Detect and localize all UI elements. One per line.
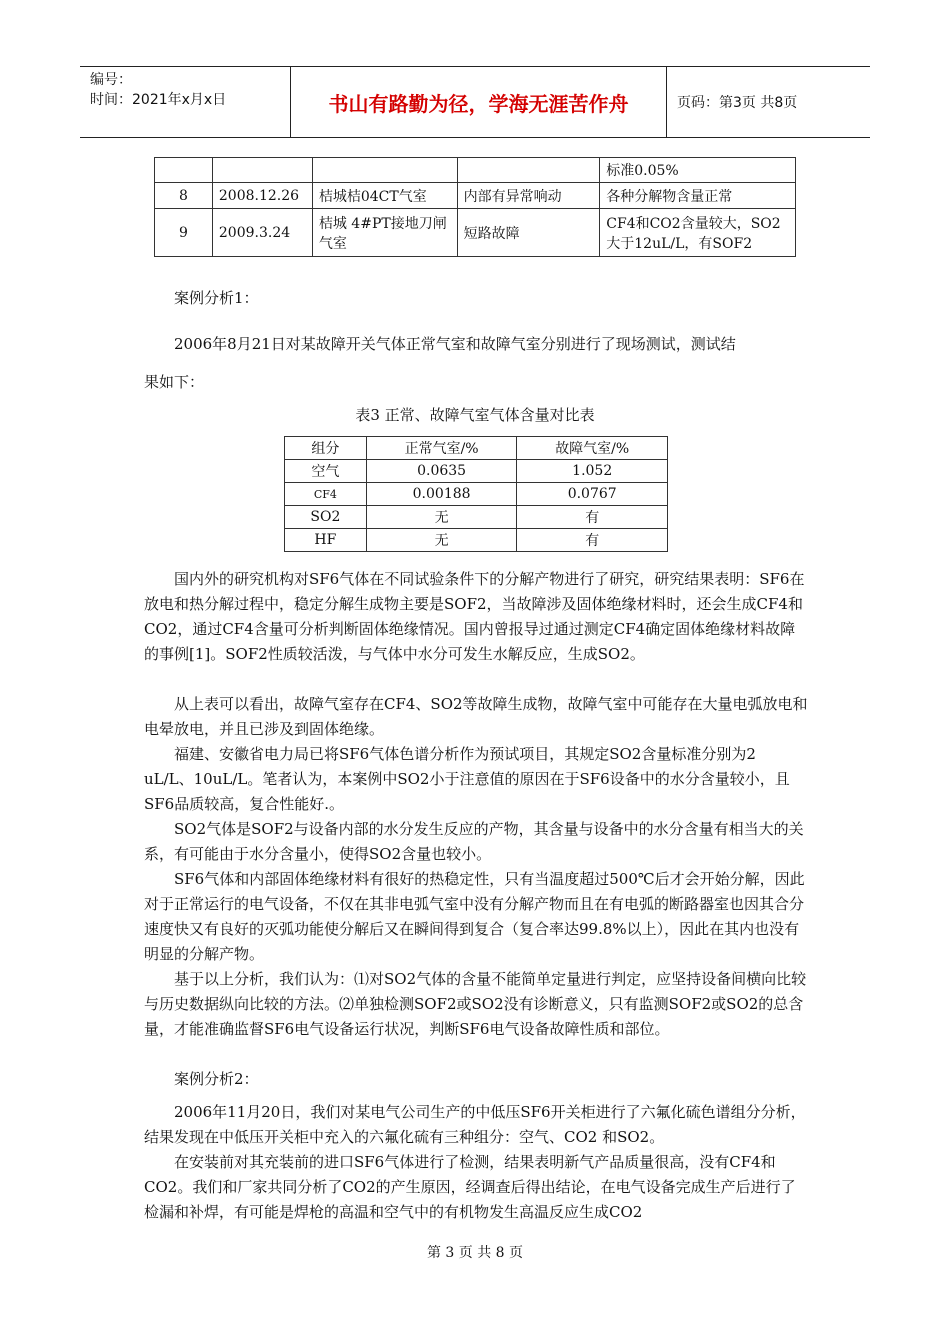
header-page: 页码：第3页 共8页 [677,95,798,111]
table-cell: 8 [155,183,213,209]
table-cell: 各种分解物含量正常 [600,183,796,209]
case1-intro-line1: 2006年8月21日对某故障开关气体正常气室和故障气室分别进行了现场测试，测试结 [174,335,736,353]
paragraph-8: 在安装前对其充装前的进口SF6气体进行了检测，结果表明新气产品质量很高，没有CF4和CO2。我们和厂家共同分析了CO2的产生原因，经调查后得出结论，在电气设备完成生产后进行了检漏和补焊，有可能是焊枪的高温和空气中的有机物发生高温反应生成CO2 [144,1153,796,1221]
table-cell: SO2 [285,506,367,529]
table-cell: 空气 [285,460,367,483]
page-header [80,66,870,138]
table-cell: 1.052 [517,460,668,483]
table-cell: HF [285,529,367,552]
table-row [285,506,668,529]
table-cell: 有 [517,506,668,529]
table-cell: CF4和CO2含量较大，SO2大于12uL/L，有SOF2 [600,209,796,257]
table-cell: 0.0635 [366,460,517,483]
header-number: 编号： [90,72,132,88]
table3 [284,436,668,552]
table-cell [312,158,457,183]
table-cell: 桔城桔04CT气室 [312,183,457,209]
table-header: 正常气室/% [366,437,517,460]
table-cell: 内部有异常响动 [457,183,600,209]
table-cell: 无 [366,529,517,552]
table-header: 组分 [285,437,367,460]
table-row [285,529,668,552]
table-row [155,158,796,183]
case1-heading: 案例分析1： [174,289,259,307]
table-header: 故障气室/% [517,437,668,460]
table-cell: 有 [517,529,668,552]
cases-table [154,157,796,257]
paragraph-6: 基于以上分析，我们认为：⑴对SO2气体的含量不能简单定量进行判定，应坚持设备间横向比较与历史数据纵向比较的方法。⑵单独检测SOF2或SO2没有诊断意义，只有监测SOF2或SO2的总含量，才能准确监督SF6电气设备运行状况，判断SF6电气设备故障性质和部位。 [144,970,807,1038]
table-row [155,183,796,209]
table3-caption: 表3 正常、故障气室气体含量对比表 [355,406,595,424]
table-cell: 0.00188 [366,483,517,506]
case1-intro-line2: 果如下： [144,373,205,391]
paragraph-5: SF6气体和内部固体绝缘材料有很好的热稳定性，只有当温度超过500℃后才会开始分解，因此对于正常运行的电气设备，不仅在其非电弧气室中没有分解产物而且在有电弧的断路器室也因其合分速度快又有良好的灭弧功能使分解后又在瞬间得到复合（复合率达99.8%以上），因此在其内也没有明显的分解产物。 [144,870,805,963]
table-cell [155,158,213,183]
table-row [285,483,668,506]
paragraph-1: 国内外的研究机构对SF6气体在不同试验条件下的分解产物进行了研究，研究结果表明：SF6在放电和热分解过程中，稳定分解生成物主要是SOF2，当故障涉及固体绝缘材料时，还会生成CF4和CO2，通过CF4含量可分析判断固体绝缘情况。国内曾报导过通过测定CF4确定固体绝缘材料故障的事例[1]。SOF2性质较活泼，与气体中水分可发生水解反应，生成SO2。 [144,570,805,663]
table-cell: 短路故障 [457,209,600,257]
table-row [285,460,668,483]
paragraph-4: SO2气体是SOF2与设备内部的水分发生反应的产物，其含量与设备中的水分含量有相当大的关系，有可能由于水分含量小，使得SO2含量也较小。 [144,820,804,863]
table-row [155,209,796,257]
paragraph-7: 2006年11月20日，我们对某电气公司生产的中低压SF6开关柜进行了六氟化硫色谱组分分析，结果发现在中低压开关柜中充入的六氟化硫有三种组分：空气、CO2 和SO2。 [144,1103,806,1146]
case2-heading: 案例分析2： [174,1070,259,1088]
header-time: 时间：2021年x月x日 [90,92,227,108]
table-cell: 2008.12.26 [212,183,312,209]
table-cell: 0.0767 [517,483,668,506]
table-cell: 无 [366,506,517,529]
header-motto: 书山有路勤为径，学海无涯苦作舟 [291,67,667,137]
table-cell: 桔城 4#PT接地刀闸气室 [312,209,457,257]
paragraph-2: 从上表可以看出，故障气室存在CF4、SO2等故障生成物，故障气室中可能存在大量电弧放电和电晕放电，并且已涉及到固体绝缘。 [144,695,808,738]
header-meta [80,67,291,137]
paragraph-3: 福建、安徽省电力局已将SF6气体色谱分析作为预试项目，其规定SO2含量标准分别为2 uL/L、10uL/L。笔者认为，本案例中SO2小于注意值的原因在于SF6设备中的水分含量较小，且SF6品质较高，复合性能好.。 [144,745,790,813]
table-header-row [285,437,668,460]
table-cell: 2009.3.24 [212,209,312,257]
table-cell: 9 [155,209,213,257]
table-cell: CF4 [285,483,367,506]
table-cell: 标准0.05% [600,158,796,183]
page-footer: 第 3 页 共 8 页 [426,1245,524,1261]
table-cell [457,158,600,183]
table-cell [212,158,312,183]
